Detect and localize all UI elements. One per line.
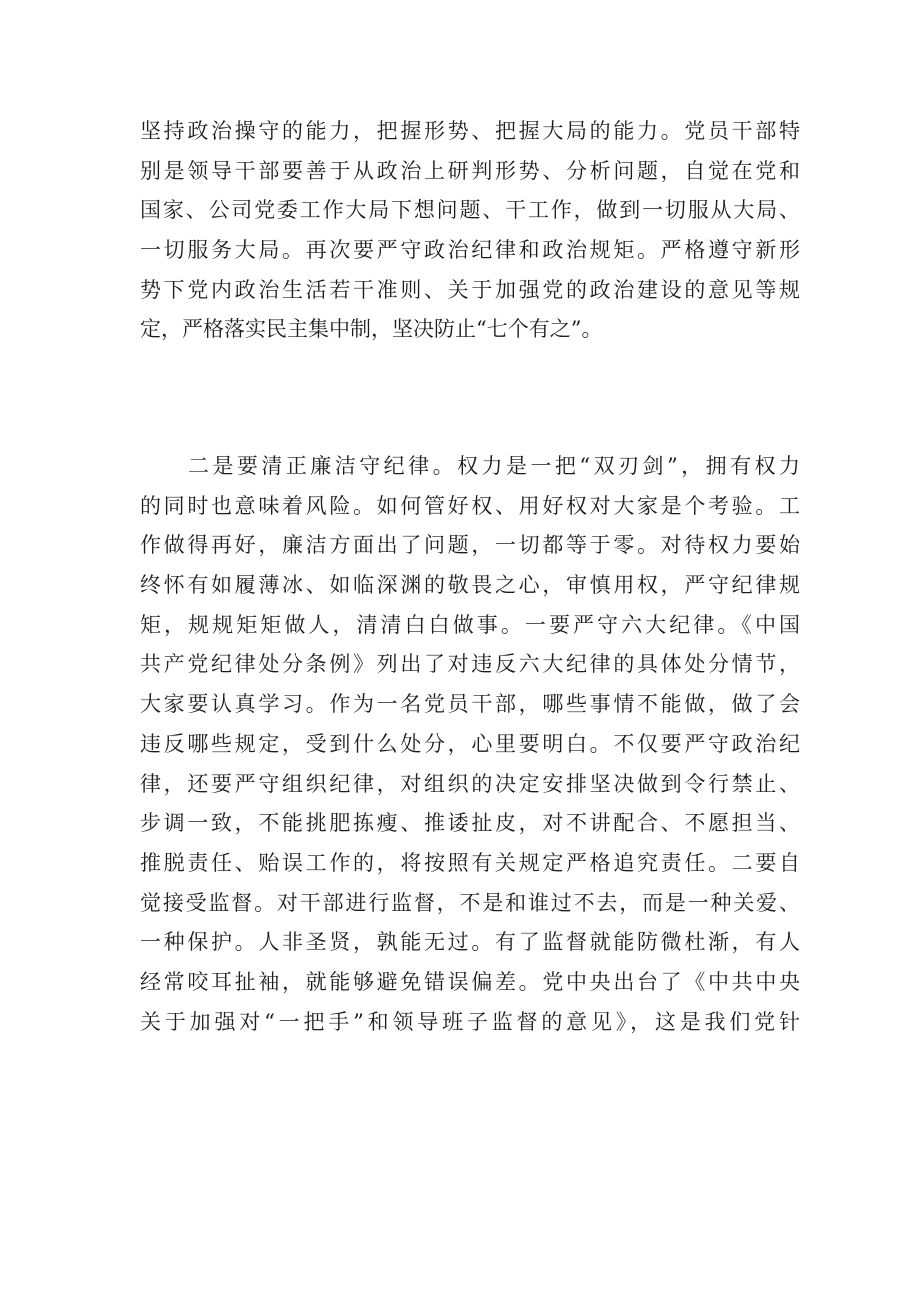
text-line: 一切服务大局。再次要严守政治纪律和政治规矩。严格遵守新形	[140, 238, 800, 263]
text-line: 经常咬耳扯袖，就能够避免错误偏差。党中央出台了《中共中央	[140, 969, 800, 994]
text-line: 的同时也意味着风险。如何管好权、用好权对大家是个考验。工	[140, 493, 800, 518]
text-line: 共产党纪律处分条例》列出了对违反六大纪律的具体处分情节，	[140, 652, 800, 677]
text-line: 推脱责任、贻误工作的，将按照有关规定严格追究责任。二要自	[140, 850, 800, 875]
text-line: 终怀有如履薄冰、如临深渊的敬畏之心，审慎用权，严守纪律规	[140, 573, 800, 598]
text-line: 矩，规规矩矩做人，清清白白做事。一要严守六大纪律。《中国	[140, 612, 800, 637]
text-line: 作做得再好，廉洁方面出了问题，一切都等于零。对待权力要始	[140, 533, 800, 558]
text-line: 关于加强对“一把手”和领导班子监督的意见》，这是我们党针	[140, 1009, 800, 1034]
text-line: 律，还要严守组织纪律，对组织的决定安排坚决做到令行禁止、	[140, 771, 800, 796]
text-line: 违反哪些规定，受到什么处分，心里要明白。不仅要严守政治纪	[140, 731, 800, 756]
text-line: 坚持政治操守的能力，把握形势、把握大局的能力。党员干部特	[140, 119, 800, 143]
text-line: 一种保护。人非圣贤，孰能无过。有了监督就能防微杜渐，有人	[140, 930, 800, 955]
text-line: 步调一致，不能挑肥拣瘦、推诿扯皮，对不讲配合、不愿担当、	[140, 811, 800, 836]
text-line: 二是要清正廉洁守纪律。权力是一把“双刃剑”，拥有权力	[188, 454, 800, 478]
paragraph-1	[140, 112, 800, 350]
paragraph-2	[140, 447, 800, 1042]
text-line: 势下党内政治生活若干准则、关于加强党的政治建设的意见等规	[140, 277, 800, 302]
text-line: 大家要认真学习。作为一名党员干部，哪些事情不能做，做了会	[140, 692, 800, 717]
text-line: 别是领导干部要善于从政治上研判形势、分析问题，自觉在党和	[140, 158, 800, 183]
text-line: 定，严格落实民主集中制，坚决防止“七个有之”。	[140, 317, 603, 342]
text-line: 觉接受监督。对干部进行监督，不是和谁过不去，而是一种关爱、	[140, 890, 800, 915]
text-line: 国家、公司党委工作大局下想问题、干工作，做到一切服从大局、	[140, 198, 800, 223]
